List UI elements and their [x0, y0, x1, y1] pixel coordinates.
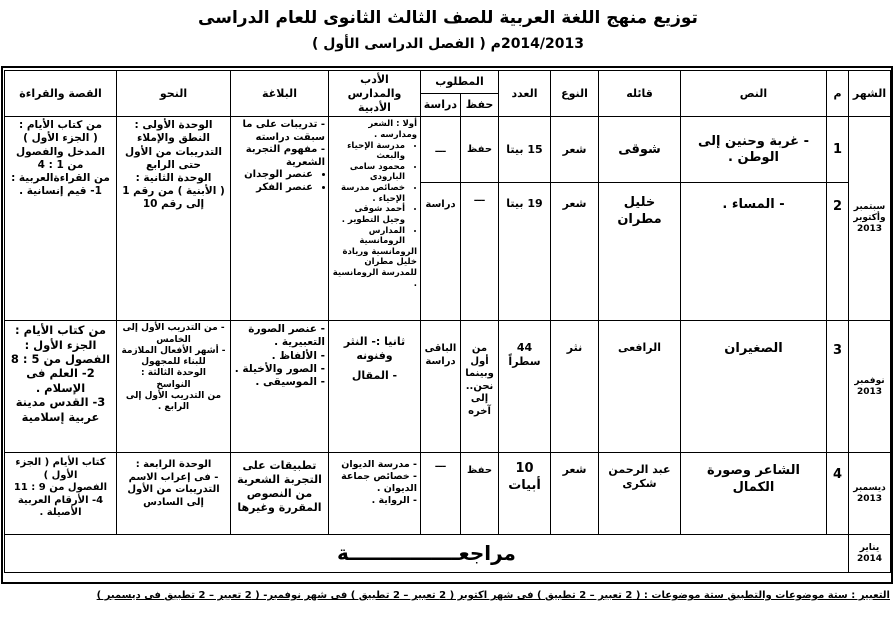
page-title: توزيع منهج اللغة العربية للصف الثالث الثانوى للعام الدراسى — [198, 8, 698, 28]
table-row — [5, 453, 891, 535]
literature-item: - خصائص جماعة الديوان . — [341, 471, 417, 494]
story-item: الفصول من 9 : 11 — [13, 482, 108, 494]
grammar-item: النطق والإملاء — [137, 132, 210, 145]
grammar-item: - أشهر الأفعال الملازمة للبناء للمجهول — [121, 345, 226, 367]
table-row — [5, 117, 891, 183]
num-cell: 4 — [827, 453, 849, 535]
rhetoric-cell — [231, 321, 329, 453]
story-item: 3- القدس مدينة عربية إسلامية — [15, 395, 106, 424]
author-cell: شوقى — [599, 117, 681, 183]
header-required: المطلوب — [421, 71, 499, 94]
text-cell: - غربة وحنين إلى الوطن . — [681, 117, 827, 183]
type-cell: شعر — [551, 453, 599, 535]
rhetoric-item: - الألفاظ . — [271, 349, 325, 362]
author-cell: عبد الرحمن شكرى — [599, 453, 681, 535]
header-month: الشهر — [849, 71, 891, 117]
literature-item: ثانيا :- النثر وفنونه — [343, 335, 406, 362]
literature-cell — [329, 117, 421, 321]
story-item: المدخل والفصول من 1 : 4 — [16, 145, 105, 171]
page-subtitle: 2014/2013م ( الفصل الدراسى الأول ) — [312, 36, 584, 52]
header-type: النوع — [551, 71, 599, 117]
header-literature: الأدب والمدارس الأدبية — [329, 71, 421, 117]
rhetoric-item: تطبيقات على التجربة الشعرية من النصوص المقررة وغيرها — [237, 459, 322, 514]
story-item: الفصول من 5 : 8 — [10, 352, 111, 366]
grammar-item: الوحدة الأولى : — [134, 119, 213, 132]
literature-item: • أحمد شوقى وجيل التطوير . — [332, 204, 405, 225]
header-memorize: حفظ — [461, 94, 499, 117]
literature-item: • محمود سامى البارودى — [332, 162, 405, 183]
grammar-item: ( الأبنية ) من رقم 1 إلى رقم 10 — [122, 184, 225, 210]
header-row — [5, 71, 891, 94]
author-cell: الرافعى — [599, 321, 681, 453]
study-cell: الباقى دراسة — [421, 321, 461, 453]
count-cell: 15 بيتا — [499, 117, 551, 183]
grammar-item: - فى إعراب الاسم — [128, 471, 219, 483]
story-item: من القراءةالعربية : — [11, 171, 110, 184]
rhetoric-cell — [231, 117, 329, 321]
num-cell: 2 — [827, 183, 849, 321]
literature-item: الرومانسية وريادة خليل مطران للمدرسة الرومانسية . — [332, 246, 417, 289]
story-item: 1- قيم إنسانية . — [19, 184, 102, 197]
grammar-cell — [117, 321, 231, 453]
header-study: دراسة — [421, 94, 461, 117]
author-cell: خليل مطران — [599, 183, 681, 321]
month-cell: ديسمبر 2013 — [849, 453, 891, 535]
memorize-cell: من أول وبينما نحن.. إلى آخره — [461, 321, 499, 453]
rhetoric-item: - الصور والأخيلة . — [234, 362, 325, 375]
table-row — [5, 535, 891, 573]
literature-item: • خصائص مدرسة الإحياء . — [332, 183, 405, 204]
month-cell: يناير 2014 — [849, 535, 891, 573]
literature-item: أولا : الشعر ومدارسه . — [368, 119, 417, 140]
footer-note: التعبير : ستة موضوعات والتطبيق ستة موضوعات : ( 2 تعبير – 2 تطبيق ) فى شهر اكتوبر ( 2 تعبير – 2 تطبيق ) فى شهر نوفمبر- ( 2 تعبير – 2 تطبيق فى ديسمبر ) — [96, 590, 890, 601]
story-cell — [5, 453, 117, 535]
count-cell: 10 أبيات — [499, 453, 551, 535]
header-count: العدد — [499, 71, 551, 117]
study-cell: دراسة — [421, 183, 461, 321]
story-cell — [5, 117, 117, 321]
rhetoric-item: • عنصر الفكر — [234, 182, 313, 195]
grammar-item: من التدريب الأول إلى الرابع . — [125, 390, 222, 412]
header-text: النص — [681, 71, 827, 117]
table-row — [5, 321, 891, 453]
literature-item: • مدرسة الإحياء والبعث — [332, 141, 405, 162]
memorize-cell: حفظ — [461, 453, 499, 535]
review-cell: مراجعــــــــــــــــة — [5, 535, 849, 573]
literature-item: - الرواية . — [371, 494, 417, 506]
grammar-cell — [117, 453, 231, 535]
story-item: من كتاب الأيام : — [15, 323, 106, 338]
grammar-item: التدريبات من الأول إلى السادس — [127, 484, 220, 508]
num-cell: 1 — [827, 117, 849, 183]
literature-cell — [329, 453, 421, 535]
count-cell: 19 بيتا — [499, 183, 551, 321]
rhetoric-item: - تدريبات على ما سبقت دراسته — [242, 119, 325, 143]
grammar-item: التدريبات من الأول حتى الرابع — [125, 145, 222, 171]
type-cell: شعر — [551, 117, 599, 183]
rhetoric-item: - الموسيقى . — [255, 375, 325, 388]
text-cell: الصغيران — [681, 321, 827, 453]
study-cell: ـــ — [421, 117, 461, 183]
grammar-item: - من التدريب الأول إلى الخامس — [122, 323, 225, 345]
grammar-cell — [117, 117, 231, 321]
grammar-item: الوحدة الرابعة : — [135, 459, 212, 471]
memorize-cell: حفظ — [461, 117, 499, 183]
story-item: الجزء الأول : — [24, 337, 97, 352]
story-item: كتاب الأيام ( الجزء الأول ) — [15, 457, 106, 481]
literature-item: - مدرسة الديوان — [341, 459, 417, 471]
literature-item: - المقال — [351, 368, 398, 382]
study-cell: ـــ — [421, 453, 461, 535]
text-cell: الشاعر وصورة الكمال — [681, 453, 827, 535]
month-cell: سبتمبر وأكتوبر 2013 — [849, 117, 891, 321]
type-cell: شعر — [551, 183, 599, 321]
literature-item: • المدارس الرومانسية — [332, 226, 405, 247]
story-item: ( الجزء الأول ) — [23, 132, 98, 145]
rhetoric-cell — [231, 453, 329, 535]
grammar-item: الوحدة الثالثة : — [141, 368, 206, 379]
header-story: القصة والقراءة — [5, 71, 117, 117]
type-cell: نثر — [551, 321, 599, 453]
story-item: 2- العلم فى الإسلام . — [26, 366, 95, 395]
rhetoric-item: - عنصر الصورة التعبيرية . — [248, 323, 325, 349]
grammar-item: الوحدة الثانية : — [135, 171, 212, 184]
header-rhetoric: البلاغة — [231, 71, 329, 117]
story-item: 4- الأرقام العربية الأصيلة . — [17, 494, 104, 519]
header-grammar: النحو — [117, 71, 231, 117]
text-cell: - المساء . — [681, 183, 827, 321]
num-cell: 3 — [827, 321, 849, 453]
literature-cell — [329, 321, 421, 453]
count-cell: 44 سطراً — [499, 321, 551, 453]
story-cell — [5, 321, 117, 453]
curriculum-table — [4, 70, 891, 573]
month-cell: نوفمبر 2013 — [849, 321, 891, 453]
rhetoric-item: • عنصر الوجدان — [234, 169, 313, 182]
header-author: قائله — [599, 71, 681, 117]
story-item: من كتاب الأيام : — [18, 119, 102, 132]
memorize-cell: ـــ — [461, 183, 499, 321]
rhetoric-item: - مفهوم التجربة الشعرية — [245, 144, 325, 168]
header-num: م — [827, 71, 849, 117]
grammar-item: النواسخ — [156, 379, 191, 390]
